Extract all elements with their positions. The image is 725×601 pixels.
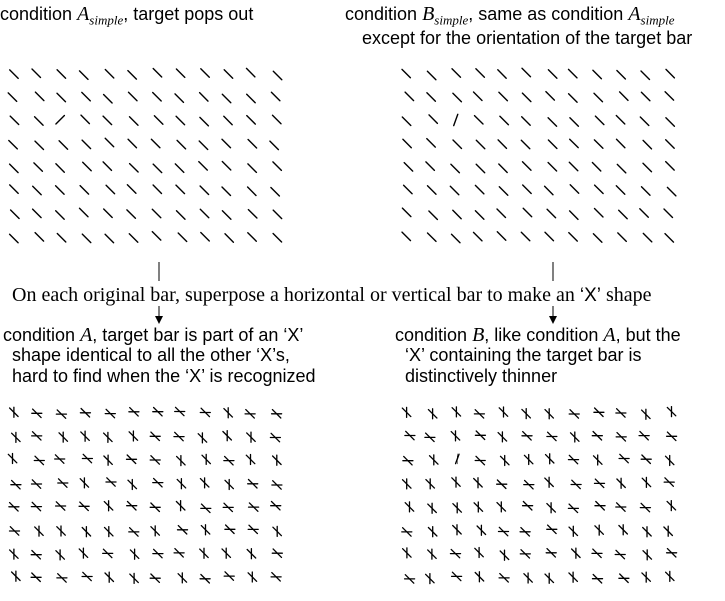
grid-b-simple xyxy=(402,68,676,242)
distractor-bar xyxy=(450,186,459,195)
distractor-bar xyxy=(273,115,282,123)
distractor-bar xyxy=(273,210,282,219)
distractor-bar xyxy=(476,164,485,173)
distractor-bar xyxy=(548,163,557,172)
distractor-bar xyxy=(453,140,462,149)
distractor-bar xyxy=(643,140,651,149)
distractor-bar xyxy=(56,186,65,195)
distractor-bar xyxy=(546,92,555,101)
distractor-bar xyxy=(452,69,461,78)
distractor-bar xyxy=(475,185,484,194)
distractor-bar xyxy=(665,234,674,243)
distractor-bar xyxy=(10,234,19,242)
distractor-bar xyxy=(402,117,411,126)
distractor-bar xyxy=(222,187,231,196)
caption-a-line1 xyxy=(3,325,303,345)
distractor-bar xyxy=(475,211,484,220)
distractor-bar xyxy=(595,209,604,218)
distractor-bar xyxy=(80,71,89,80)
distractor-bar xyxy=(200,209,209,218)
distractor-bar xyxy=(56,164,64,173)
distractor-bar xyxy=(224,70,233,79)
distractor-bar xyxy=(595,116,604,125)
distractor-bar xyxy=(273,71,282,80)
distractor-bar xyxy=(57,70,66,79)
caption-b-line1 xyxy=(395,325,681,345)
distractor-bar xyxy=(129,92,138,100)
distractor-bar xyxy=(103,162,111,171)
distractor-bar xyxy=(619,210,628,219)
distractor-bar xyxy=(153,69,162,78)
distractor-bar xyxy=(569,233,578,242)
down-arrow-left-head xyxy=(155,316,163,324)
distractor-bar xyxy=(224,116,232,125)
distractor-bar xyxy=(428,233,437,241)
distractor-bar xyxy=(641,71,650,80)
distractor-bar xyxy=(271,92,280,101)
distractor-bar xyxy=(8,93,17,102)
distractor-bar xyxy=(200,117,209,126)
distractor-bar xyxy=(545,232,554,241)
distractor-bar xyxy=(80,208,89,216)
distractor-bar xyxy=(476,140,485,149)
grid-b xyxy=(402,407,677,584)
distractor-bar xyxy=(548,118,557,127)
distractor-bar xyxy=(617,164,626,173)
distractor-bar xyxy=(247,94,256,103)
distractor-bar xyxy=(57,234,66,243)
distractor-bar xyxy=(523,185,532,194)
distractor-bar xyxy=(616,116,625,125)
caption-a-line3: hard to find when the ‘X’ is recognized xyxy=(12,366,316,386)
distractor-bar xyxy=(405,92,414,101)
distractor-bar xyxy=(153,185,161,194)
caption-a-simple xyxy=(0,4,253,27)
caption-text: , like condition xyxy=(484,325,604,345)
distractor-bar xyxy=(273,162,282,171)
distractor-bar xyxy=(248,233,256,242)
distractor-bar xyxy=(453,93,462,101)
distractor-bar xyxy=(498,70,506,79)
distractor-bar xyxy=(429,115,437,124)
target-bar xyxy=(56,116,65,125)
distractor-bar xyxy=(200,93,208,102)
caption-b-simple-line2: except for the orientation of the target bar xyxy=(362,28,693,48)
math-subscript: simple xyxy=(640,12,675,28)
caption-text: , but the xyxy=(615,325,681,345)
distractor-bar xyxy=(570,211,578,220)
distractor-bar xyxy=(569,162,578,171)
distractor-bar xyxy=(33,186,42,195)
distractor-bar xyxy=(200,186,209,195)
distractor-bar xyxy=(10,164,19,173)
distractor-bar xyxy=(453,210,461,219)
distractor-bar xyxy=(643,163,652,172)
distractor-bar xyxy=(476,69,485,77)
distractor-bar xyxy=(103,116,112,125)
distractor-bar xyxy=(270,141,279,150)
distractor-bar xyxy=(273,234,282,243)
distractor-bar xyxy=(642,187,651,196)
distractor-bar xyxy=(593,234,602,243)
distractor-bar xyxy=(105,70,114,79)
distractor-bar xyxy=(271,188,280,197)
distractor-bar xyxy=(640,209,649,218)
distractor-bar xyxy=(569,94,578,103)
distractor-bar xyxy=(474,92,483,101)
distractor-bar xyxy=(641,92,650,101)
distractor-bar xyxy=(127,210,135,218)
distractor-bar xyxy=(547,209,556,218)
distractor-bar xyxy=(522,93,531,102)
target-bar xyxy=(454,114,458,125)
distractor-bar xyxy=(175,94,184,103)
distractor-bar xyxy=(569,69,578,78)
distractor-bar xyxy=(498,140,506,149)
distractor-bar xyxy=(594,93,603,102)
distractor-bar xyxy=(499,92,508,101)
distractor-bar xyxy=(499,187,508,196)
grid-a-simple xyxy=(8,68,282,242)
distractor-bar xyxy=(82,92,91,101)
distractor-bar xyxy=(617,71,626,80)
distractor-bar xyxy=(10,116,19,124)
distractor-bar xyxy=(151,139,160,148)
caption-b-line3: distinctively thinner xyxy=(405,366,558,386)
caption-text: condition xyxy=(395,325,473,345)
distractor-bar xyxy=(618,233,627,242)
distractor-bar xyxy=(427,93,436,102)
caption-b-line2: ‘X’ containing the target bar is xyxy=(405,345,642,365)
distractor-bar xyxy=(247,116,256,125)
caption-text: condition xyxy=(3,325,81,345)
distractor-bar xyxy=(497,232,506,241)
distractor-bar xyxy=(404,163,413,172)
distractor-bar xyxy=(592,163,600,172)
distractor-bar xyxy=(427,71,436,80)
distractor-bar xyxy=(666,140,675,149)
distractor-bar xyxy=(59,141,68,150)
distractor-bar xyxy=(665,92,674,100)
distractor-bar xyxy=(176,69,184,77)
distractor-bar xyxy=(248,140,257,149)
distractor-bar xyxy=(222,94,231,103)
distractor-bar xyxy=(666,162,675,171)
caption-text: condition xyxy=(0,4,78,24)
caption-text: , same as condition xyxy=(468,4,629,24)
distractor-bar xyxy=(35,117,44,126)
distractor-bar xyxy=(35,233,44,242)
distractor-bar xyxy=(428,186,437,195)
distractor-bar xyxy=(402,208,411,217)
caption-b-simple-line1 xyxy=(345,4,675,27)
distractor-bar xyxy=(106,185,115,194)
distractor-bar xyxy=(127,185,135,193)
distractor-bar xyxy=(10,185,19,194)
distractor-bar xyxy=(402,232,411,241)
distractor-bar xyxy=(9,141,17,149)
distractor-bar xyxy=(128,71,136,80)
distractor-bar xyxy=(177,211,186,220)
math-var: A xyxy=(603,324,616,346)
distractor-bar xyxy=(130,164,139,172)
distractor-bar xyxy=(222,162,231,171)
distractor-bar xyxy=(617,139,625,148)
math-var: A xyxy=(628,3,641,25)
distractor-bar xyxy=(497,209,506,218)
distractor-bar xyxy=(403,139,411,148)
distractor-bar xyxy=(10,70,19,79)
distractor-bar xyxy=(523,162,532,171)
distractor-bar xyxy=(666,118,675,126)
distractor-bar xyxy=(570,139,579,147)
distractor-bar xyxy=(427,139,436,148)
distractor-bar xyxy=(522,117,531,126)
caption-text: On each original bar, superpose a horizontal or vertical bar to make an xyxy=(12,284,580,306)
distractor-bar xyxy=(404,185,413,194)
distractor-bar xyxy=(475,116,484,124)
distractor-bar xyxy=(201,69,210,78)
distractor-bar xyxy=(222,139,231,148)
x-label: ‘X’ xyxy=(579,285,601,306)
distractor-bar xyxy=(570,118,579,127)
distractor-bar xyxy=(643,233,652,242)
distractor-bar xyxy=(129,234,138,243)
distractor-bar xyxy=(222,211,231,219)
distractor-bar xyxy=(105,234,114,243)
distractor-bar xyxy=(130,117,139,126)
distractor-bar xyxy=(153,93,162,102)
math-subscript: simple xyxy=(89,12,124,28)
caption-text: shape xyxy=(601,284,652,306)
distractor-bar xyxy=(35,141,44,149)
distractor-bar xyxy=(225,234,233,243)
distractor-bar xyxy=(176,116,185,125)
distractor-bar xyxy=(35,92,44,101)
distractor-bar xyxy=(429,211,438,220)
distractor-bar xyxy=(152,209,161,218)
distractor-bar xyxy=(523,208,532,217)
middle-caption xyxy=(12,285,652,305)
distractor-bar xyxy=(548,70,557,79)
distractor-bar xyxy=(81,115,89,124)
distractor-bar xyxy=(57,93,66,102)
distractor-bar xyxy=(545,186,553,195)
distractor-bar xyxy=(593,70,602,79)
distractor-bar xyxy=(248,210,257,218)
distractor-bar xyxy=(176,185,185,194)
distractor-bar xyxy=(82,140,91,149)
distractor-bar xyxy=(152,232,161,241)
distractor-bar xyxy=(11,210,20,219)
distractor-bar xyxy=(247,68,255,77)
distractor-bar xyxy=(80,186,89,195)
caption-text: condition xyxy=(345,4,423,24)
distractor-bar xyxy=(570,185,579,194)
distractor-bar xyxy=(595,185,604,193)
distractor-bar xyxy=(522,68,531,77)
distractor-bar xyxy=(178,233,187,242)
distractor-bar xyxy=(452,234,461,243)
distractor-bar xyxy=(616,186,625,195)
math-var: A xyxy=(80,324,93,346)
distractor-bar xyxy=(154,116,163,125)
distractor-bar xyxy=(153,164,162,173)
distractor-bar xyxy=(177,140,186,149)
distractor-bar xyxy=(248,187,256,196)
distractor-bar xyxy=(56,211,64,220)
math-var: B xyxy=(422,3,435,25)
distractor-bar xyxy=(104,209,113,218)
caption-text: , target bar is part of an ‘X’ xyxy=(92,325,304,345)
distractor-bar xyxy=(83,162,92,170)
distractor-bar xyxy=(201,233,210,242)
distractor-bar xyxy=(640,117,649,126)
distractor-bar xyxy=(521,232,530,241)
math-var: B xyxy=(472,324,485,346)
grid-a xyxy=(8,407,282,583)
distractor-bar xyxy=(548,140,557,149)
distractor-bar xyxy=(521,140,530,149)
caption-text: , target pops out xyxy=(123,4,254,24)
distractor-bar xyxy=(248,164,257,173)
distractor-bar xyxy=(82,234,91,243)
distractor-bar xyxy=(667,187,676,196)
math-var: A xyxy=(77,3,90,25)
math-subscript: simple xyxy=(434,12,469,28)
distractor-bar xyxy=(474,232,483,241)
distractor-bar xyxy=(500,116,509,125)
distractor-bar xyxy=(199,162,208,171)
distractor-bar xyxy=(199,141,208,150)
caption-a-line2: shape identical to all the other ‘X’s, xyxy=(12,345,290,365)
distractor-bar xyxy=(33,209,42,218)
distractor-bar xyxy=(104,95,113,104)
distractor-bar xyxy=(666,69,674,78)
distractor-bar xyxy=(105,138,114,147)
distractor-bar xyxy=(620,92,628,101)
distractor-bar xyxy=(402,69,410,77)
down-arrow-right-head xyxy=(549,316,557,324)
distractor-bar xyxy=(664,209,673,218)
distractor-bar xyxy=(499,164,507,173)
distractor-bar xyxy=(175,164,184,173)
distractor-bar xyxy=(426,162,435,171)
distractor-bar xyxy=(128,139,136,148)
distractor-bar xyxy=(594,140,603,148)
distractor-bar xyxy=(32,69,41,78)
distractor-bar xyxy=(451,164,460,173)
distractor-bar xyxy=(34,163,43,171)
